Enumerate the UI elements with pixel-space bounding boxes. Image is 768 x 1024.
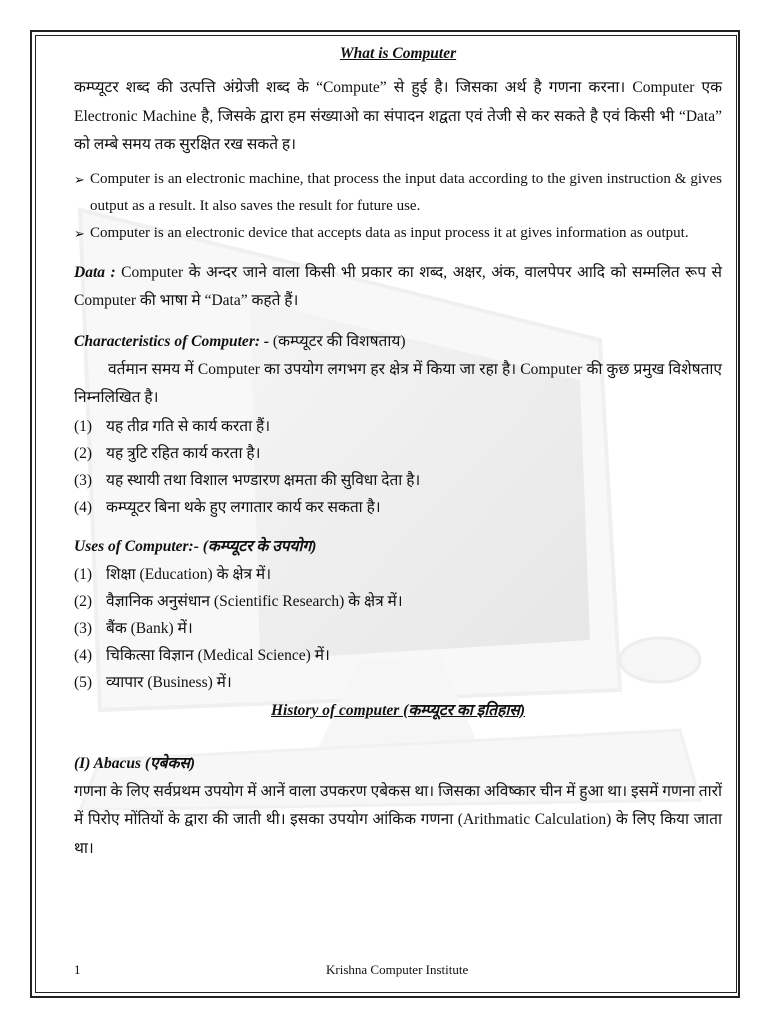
footer-institute: Krishna Computer Institute	[326, 962, 469, 977]
uses-list	[74, 561, 722, 696]
characteristics-intro: वर्तमान समय में Computer का उपयोग लगभग हर क्षेत्र में किया जा रहा है। Computer की कुछ प्रमुख विशेषताए निम्नलिखित है।	[74, 360, 722, 406]
arrow-bullet-icon: ➢	[74, 171, 85, 187]
bullet-item: ➢ Computer is an electronic device that accepts data as input process it at gives information as output.	[74, 220, 722, 247]
abacus-heading: (I) Abacus (एबेकस)	[74, 754, 196, 772]
list-item: (1) शिक्षा (Education) के क्षेत्र में।	[74, 565, 272, 583]
page-title: What is Computer	[339, 45, 457, 62]
characteristics-heading: Characteristics of Computer: - (कम्प्यूटर की विशषताय)	[74, 332, 406, 350]
history-heading: History of computer (कम्प्यूटर का इतिहास)	[270, 701, 525, 719]
page-number: 1	[74, 962, 81, 977]
list-item: (2) वैज्ञानिक अनुसंधान (Scientific Research) के क्षेत्र में।	[74, 592, 403, 610]
data-definition: Data : Computer के अन्दर जाने वाला किसी भी प्रकार का शब्द, अक्षर, अंक, वालपेपर आदि को सम्मलित रूप से Computer की भाषा मे “Data” कहते हैं।	[74, 263, 722, 309]
list-item: (1) यह तीव्र गति से कार्य करता हैं।	[74, 417, 271, 435]
list-item: (4) चिकित्सा विज्ञान (Medical Science) में।	[74, 646, 330, 664]
definition-bullets	[74, 166, 722, 247]
intro-paragraph: कम्प्यूटर शब्द की उत्पत्ति अंग्रेजी शब्द के “Compute” से हुई है। जिसका अर्थ है गणना करना। Computer एक Electronic Machine है, जिसके द्वारा हम संख्याओ का संपादन शद्वता एवं तेजी से कर सकते है एवं किसी भी “Data” को लम्बे समय तक सुरक्षित रख सकते ह।	[74, 79, 722, 153]
list-item: (5) व्यापार (Business) में।	[74, 673, 232, 691]
list-item: (3) बैंक (Bank) में।	[74, 619, 193, 637]
list-item: (3) यह स्थायी तथा विशाल भण्डारण क्षमता की सुविधा देता है।	[74, 471, 421, 489]
list-item: (4) कम्प्यूटर बिना थके हुए लगातार कार्य कर सकता है।	[74, 498, 381, 516]
list-item: (2) यह त्रुटि रहित कार्य करता है।	[74, 444, 261, 462]
document-body	[74, 42, 722, 863]
arrow-bullet-icon: ➢	[74, 225, 85, 241]
bullet-item: ➢ Computer is an electronic machine, that process the input data according to the given instruction & gives output as a result. It also saves the result for future use.	[74, 166, 722, 220]
abacus-paragraph: गणना के लिए सर्वप्रथम उपयोग में आनें वाला उपकरण एबेकस था। जिसका अविष्कार चीन में हुआ था। इसमें गणना तारों में पिरोए मोंतियों के द्वारा की जाती थी। इसका उपयोग आंकिक गणना (Arithmatic Calculation) के लिए किया जाता था।	[74, 782, 722, 857]
uses-heading: Uses of Computer:- (कम्प्यूटर के उपयोग)	[74, 537, 317, 555]
characteristics-list	[74, 413, 722, 521]
